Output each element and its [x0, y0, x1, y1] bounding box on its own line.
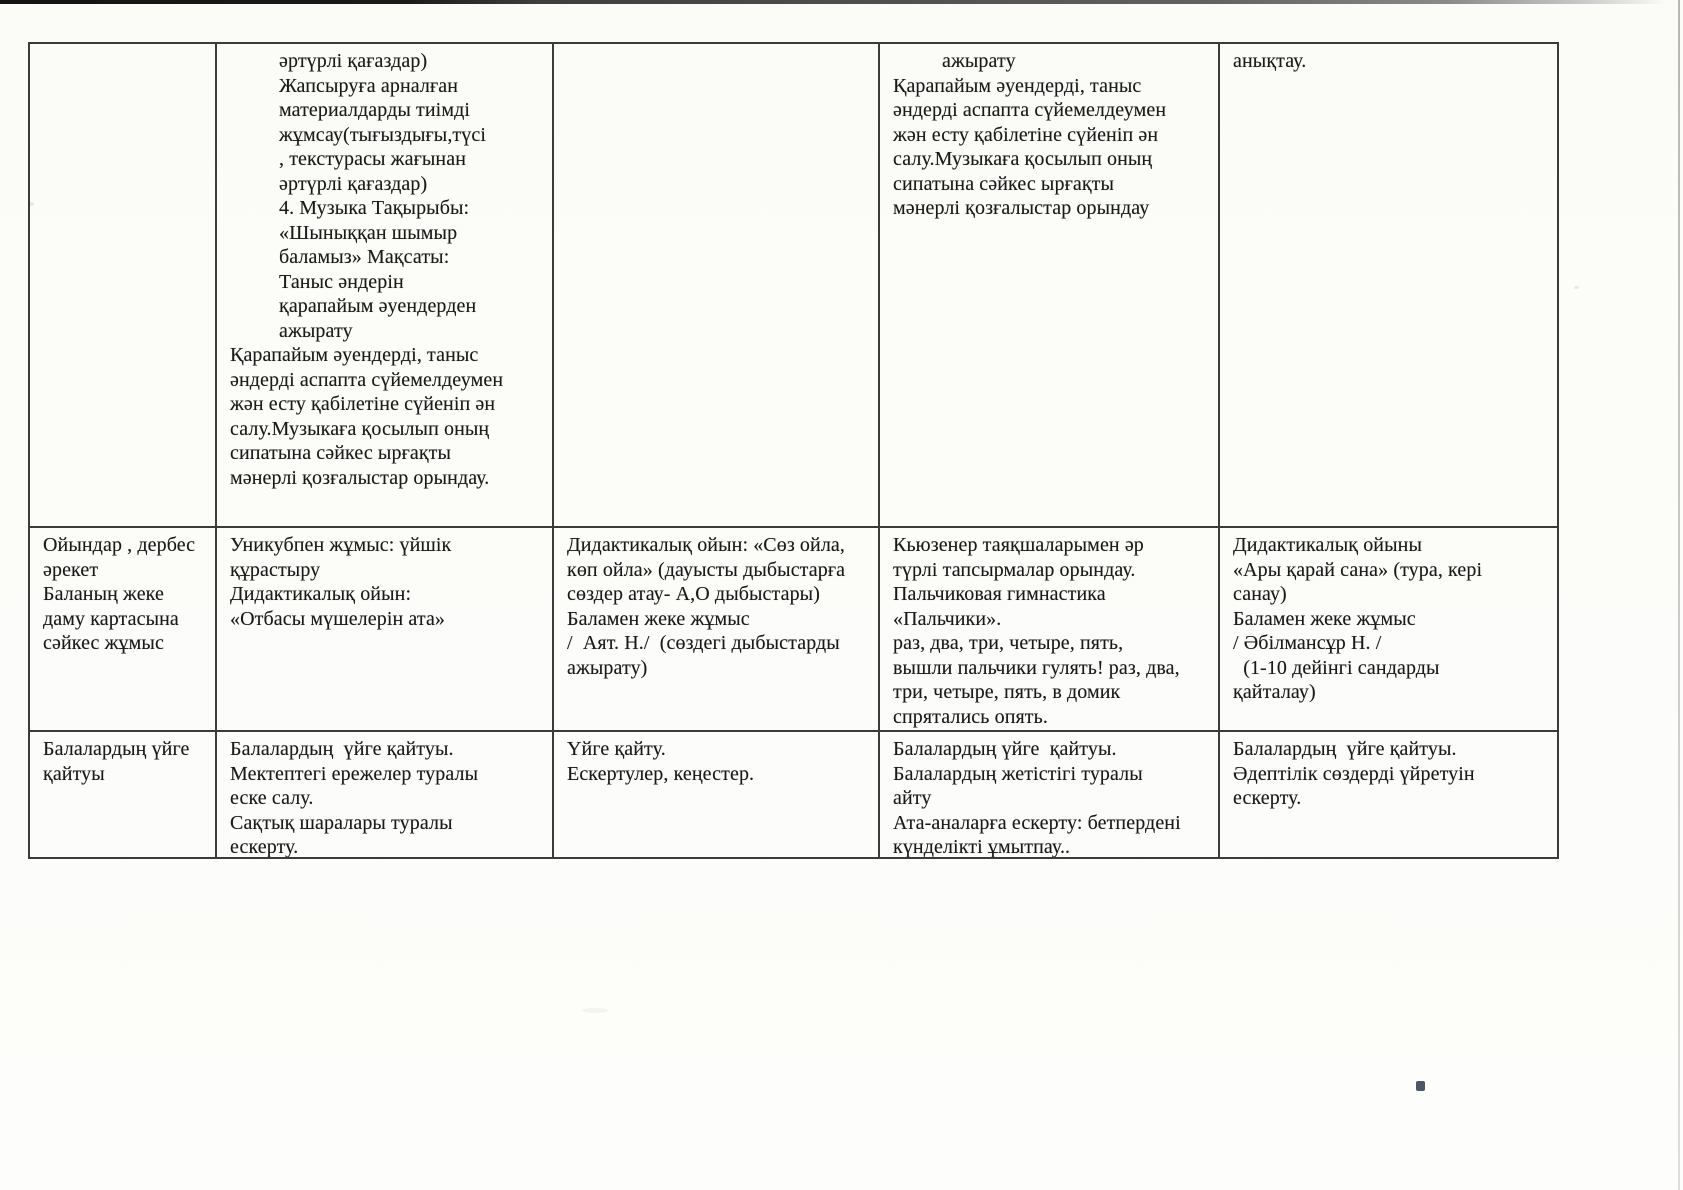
- text-line: қайталау): [1233, 681, 1316, 703]
- text-line: жән есту қабілетіне сүйеніп ән: [893, 123, 1159, 146]
- text-line: (1-10 дейінгі сандарды: [1233, 656, 1440, 679]
- text-block: [43, 533, 207, 656]
- text-line: Баламен жеке жұмыс: [567, 607, 750, 630]
- text-line: анықтау.: [1233, 50, 1307, 72]
- text-block: [230, 343, 544, 490]
- text-line: «Шыныққан шымыр: [279, 221, 458, 244]
- text-line: сәйкес жұмыс: [43, 632, 164, 654]
- text-block: [567, 737, 870, 786]
- text-line: түрлі тапсырмалар орындау.: [893, 558, 1136, 581]
- text-line: Уникубпен жұмыс: үйшік: [230, 534, 452, 556]
- text-line: Балалардың үйге қайтуы.: [1233, 738, 1457, 760]
- lesson-plan-table: [28, 42, 1559, 859]
- text-line: три, четыре, пять, в домик: [893, 681, 1121, 703]
- text-line: Кьюзенер таяқшаларымен әр: [893, 534, 1144, 556]
- text-line: мәнерлі қозғалыстар орындау.: [230, 466, 490, 489]
- text-line: жұмсау(тығыздығы,түсі: [279, 123, 487, 146]
- text-line: салу.Музыкаға қосылып оның: [893, 148, 1153, 170]
- scan-right-edge-artifact: [1678, 0, 1680, 1190]
- text-line: 4. Музыка Тақырыбы:: [279, 197, 470, 219]
- text-line: Балалардың үйге: [43, 738, 190, 760]
- text-line: санау): [1233, 583, 1287, 605]
- text-line: мәнерлі қозғалыстар орындау: [893, 197, 1150, 219]
- text-block: [567, 533, 870, 680]
- table-cell-r3-c1: [30, 732, 217, 859]
- text-line: Таныс әндерін: [279, 270, 404, 293]
- text-line: Ата-аналарға ескерту: бетпердені: [893, 811, 1181, 834]
- text-block-indented: [230, 49, 544, 343]
- text-line: Мектептегі ережелер туралы: [230, 762, 479, 785]
- table-cell-r3-c3: [554, 732, 880, 859]
- text-line: көп ойла» (дауысты дыбыстарға: [567, 558, 846, 581]
- text-line: әндерді аспапта сүйемелдеумен: [893, 99, 1167, 121]
- text-line: ажырату: [942, 50, 1016, 72]
- text-line: даму картасына: [43, 607, 179, 630]
- text-line: Балалардың үйге қайтуы.: [230, 738, 454, 760]
- text-line: Балалардың жетістігі туралы: [893, 762, 1143, 785]
- text-line: күнделікті ұмытпау..: [893, 836, 1071, 858]
- text-line: айту: [893, 787, 932, 809]
- text-line: раз, два, три, четыре, пять,: [893, 632, 1124, 654]
- text-line: Әдептілік сөздерді үйретуін: [1233, 762, 1475, 785]
- text-line: Балалардың үйге қайтуы.: [893, 738, 1117, 760]
- text-block: [1233, 737, 1549, 811]
- text-line: Ескертулер, кеңестер.: [567, 762, 755, 785]
- text-line: салу.Музыкаға қосылып оның: [230, 417, 490, 440]
- text-line: құрастыру: [230, 558, 321, 581]
- text-line: сипатына сәйкес ырғақты: [230, 442, 452, 464]
- text-line: еске салу.: [230, 787, 314, 809]
- table-cell-r2-c3: [554, 528, 880, 732]
- text-line: Дидактикалық ойын:: [230, 583, 412, 605]
- text-line: «Пальчики».: [893, 607, 1002, 630]
- text-block: [1233, 49, 1549, 74]
- text-line: Дидактикалық ойыны: [1233, 534, 1422, 556]
- text-line: Қарапайым әуендерді, таныс: [230, 344, 479, 366]
- text-line: / Әбілмансұр Н. /: [1233, 632, 1382, 654]
- text-line: жән есту қабілетіне сүйеніп ән: [230, 393, 496, 415]
- text-line: Пальчиковая гимнастика: [893, 583, 1106, 605]
- table-cell-r1-c4: [880, 44, 1220, 528]
- table-cell-r1-c2: [217, 44, 554, 528]
- text-line: «Ары қарай сана» (тура, кері: [1233, 558, 1483, 581]
- text-line: қайтуы: [43, 762, 105, 785]
- text-block-indented: [893, 49, 1210, 74]
- table-cell-r3-c4: [880, 732, 1220, 859]
- table-cell-r2-c2: [217, 528, 554, 732]
- paper-speck: [1574, 286, 1579, 289]
- text-block: [893, 737, 1210, 859]
- text-line: Үйге қайту.: [567, 738, 666, 760]
- text-line: ажырату: [279, 319, 353, 342]
- text-block: [893, 533, 1210, 729]
- text-line: әндерді аспапта сүйемелдеумен: [230, 368, 504, 391]
- text-line: Ойындар , дербес: [43, 534, 196, 556]
- text-line: баламыз» Мақсаты:: [279, 246, 450, 268]
- text-line: «Отбасы мүшелерін ата»: [230, 607, 446, 630]
- text-line: қарапайым әуендерден: [279, 295, 477, 317]
- text-line: спрятались опять.: [893, 705, 1048, 728]
- text-line: ескерту.: [1233, 787, 1302, 809]
- table-cell-r3-c2: [217, 732, 554, 859]
- ink-mark-artifact: [1416, 1081, 1425, 1091]
- table-cell-r1-c1: [30, 44, 217, 528]
- text-block: [230, 533, 544, 631]
- text-line: Қарапайым әуендерді, таныс: [893, 74, 1142, 97]
- text-line: Жапсыруға арналған: [279, 74, 459, 97]
- text-line: ажырату): [567, 656, 648, 679]
- text-line: әртүрлі қағаздар): [279, 50, 428, 72]
- text-line: Баланың жеке: [43, 583, 164, 605]
- text-block: [893, 74, 1210, 221]
- table-cell-r1-c3: [554, 44, 880, 528]
- table-cell-r2-c1: [30, 528, 217, 732]
- text-block: [1233, 533, 1549, 705]
- table-cell-r3-c5: [1220, 732, 1559, 859]
- text-line: әртүрлі қағаздар): [279, 172, 428, 195]
- text-line: вышли пальчики гулять! раз, два,: [893, 656, 1180, 679]
- text-line: , текстурасы жағынан: [279, 148, 466, 170]
- text-line: әрекет: [43, 558, 99, 581]
- text-line: сөздер атау- А,О дыбыстары): [567, 583, 820, 605]
- table-cell-r2-c4: [880, 528, 1220, 732]
- table-cell-r2-c5: [1220, 528, 1559, 732]
- paper-smudge: [582, 1008, 608, 1013]
- text-line: Баламен жеке жұмыс: [1233, 607, 1416, 630]
- text-line: Сақтық шаралары туралы: [230, 811, 453, 834]
- text-line: ескерту.: [230, 836, 299, 858]
- table-cell-r1-c5: [1220, 44, 1559, 528]
- text-block: [43, 737, 207, 786]
- text-line: материалдарды тиімді: [279, 99, 471, 121]
- text-line: Дидактикалық ойын: «Сөз ойла,: [567, 534, 845, 556]
- scan-top-edge-artifact: [0, 0, 1683, 4]
- text-block: [230, 737, 544, 859]
- text-line: / Аят. Н./ (сөздегі дыбыстарды: [567, 632, 840, 654]
- text-line: сипатына сәйкес ырғақты: [893, 172, 1115, 195]
